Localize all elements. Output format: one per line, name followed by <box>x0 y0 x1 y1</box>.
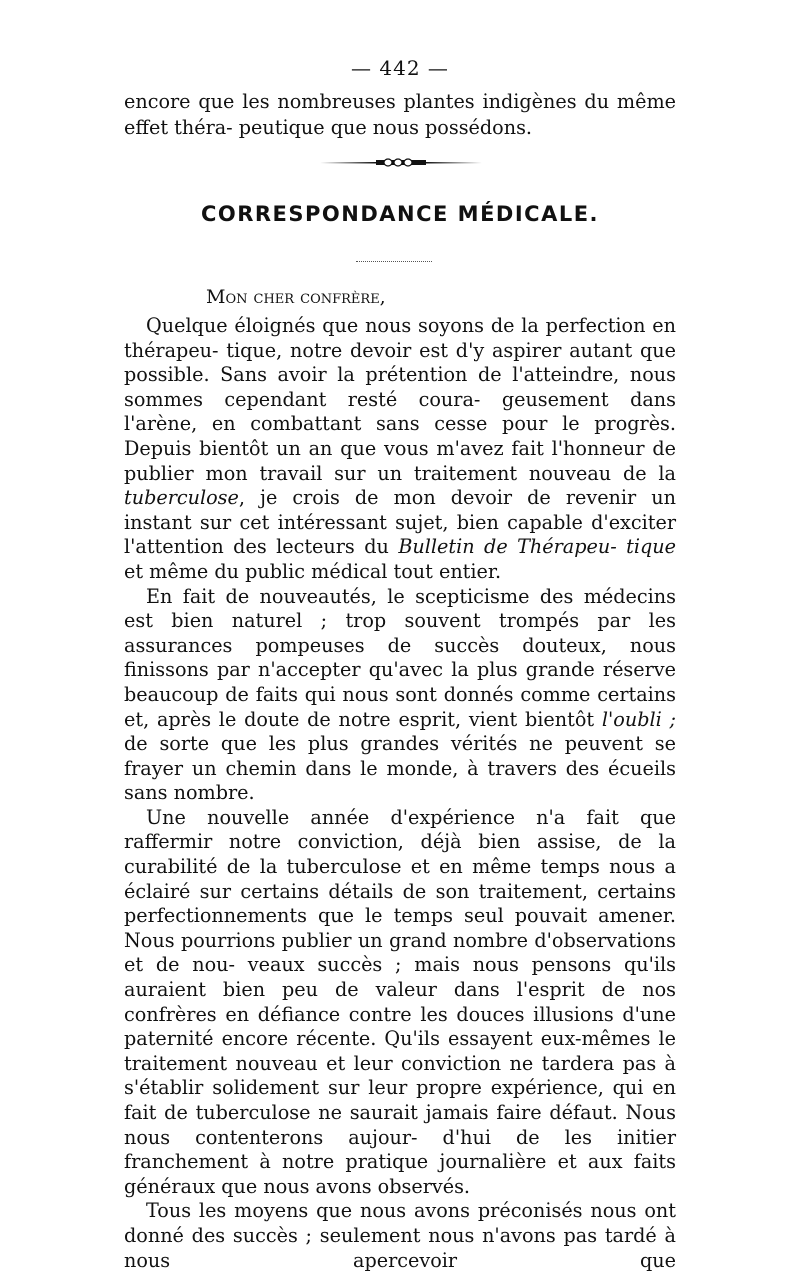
paragraph-1 <box>124 314 676 585</box>
paragraph-1-text: et même du public médical tout entier. <box>124 559 502 583</box>
paragraph-4: Tous les moyens que nous avons préconisés nous ont donné des succès ; seulement nous n'avons pas tardé à nous apercevoir que <box>124 1199 676 1272</box>
continuation-text: encore que les nombreuses plantes indigènes du même effet théra- peutique que nous possédons. <box>124 90 676 139</box>
ornament-bead <box>404 159 412 166</box>
paragraph-2-text: de sorte que les plus grandes vérités ne peuvent se frayer un chemin dans le monde, à travers des écueils sans nombre. <box>124 732 676 805</box>
paragraph-2-emphasis-oubli: l'oubli ; <box>601 707 676 731</box>
ornament-left-spike <box>320 162 376 164</box>
letter-body <box>124 314 676 1273</box>
ornament-bead <box>394 159 402 166</box>
short-rule-divider <box>356 261 432 262</box>
paragraph-2 <box>124 585 676 806</box>
paragraph-1-text: Quelque éloignés que nous soyons de la perfection en thérapeu- tique, notre devoir est d'y aspirer autant que possible. Sans avoir la prétention de l'atteindre, nous sommes cependant resté coura- geusement dans l'arène, en combattant sans cesse pour le progrès. Depuis bientôt un an que vous m'avez fait l'honneur de publier mon travail sur un traitement nouveau de la <box>124 314 676 485</box>
page-number: — 442 — <box>351 56 449 80</box>
letter-salutation: Mon cher confrère, <box>206 286 386 308</box>
section-title: CORRESPONDANCE MÉDICALE. <box>200 202 600 226</box>
ornament-bead <box>384 159 392 166</box>
ornament-right-spike <box>426 162 482 164</box>
ornament-divider <box>318 156 484 168</box>
paragraph-1-emphasis-bulletin: Bulletin de Thérapeu- tique <box>398 535 676 559</box>
paragraph-1-emphasis-tuberculose: tuberculose <box>124 486 239 510</box>
paragraph-3: Une nouvelle année d'expérience n'a fait que raffermir notre conviction, déjà bien assise, de la curabilité de la tuberculose et en même temps nous a éclairé sur certains détails de son traitement, certains perfectionnements que le temps seul pouvait amener. Nous pourrions publier un grand nombre d'observations et de nou- veaux succès ; mais nous pensons qu'ils auraient bien peu de valeur dans l'esprit de nos confrères en défiance contre les douces illusions d'une paternité encore récente. Qu'ils essayent eux-mêmes le traitement nouveau et leur conviction ne tardera pas à s'établir solidement sur leur propre expérience, qui en fait de tuberculose ne saurait jamais faire défaut. Nous nous contenterons aujour- d'hui de les initier franchement à notre pratique journalière et aux faits généraux que nous avons observés. <box>124 805 676 1198</box>
paragraph-2-text: En fait de nouveautés, le scepticisme des médecins est bien naturel ; trop souvent trompés par les assurances pompeuses de succès douteux, nous finissons par n'accepter qu'avec la plus grande réserve beaucoup de faits qui nous sont donnés comme certains et, après le doute de notre esprit, vient bientôt <box>124 584 676 731</box>
paragraph-1-text: , je crois de mon devoir de revenir un instant sur cet intéressant sujet, bien capable d'exciter l'attention des lecteurs du <box>124 486 676 559</box>
